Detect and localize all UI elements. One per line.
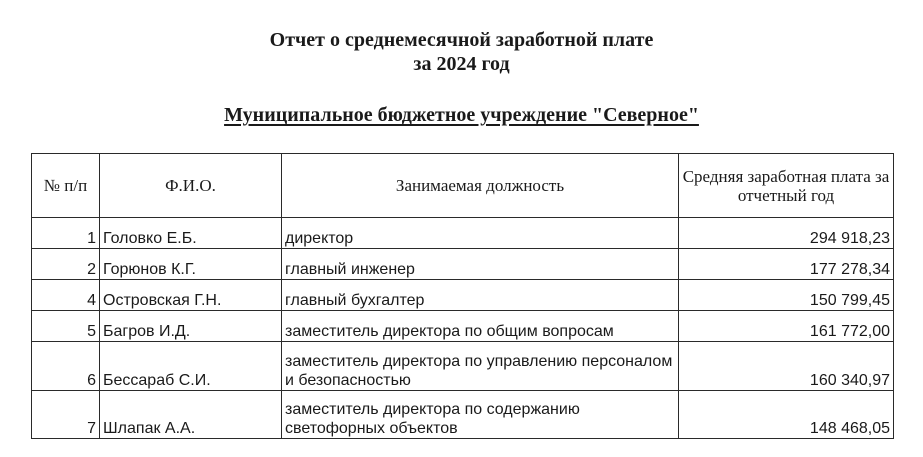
- column-header-name: Ф.И.О.: [100, 154, 282, 218]
- row-number: 1: [32, 218, 100, 249]
- table-row: [32, 280, 894, 311]
- employee-name: Бессараб С.И.: [100, 342, 282, 391]
- table-row: [32, 218, 894, 249]
- column-header-number: № п/п: [32, 154, 100, 218]
- table-row: [32, 249, 894, 280]
- employee-position: заместитель директора по общим вопросам: [282, 311, 679, 342]
- employee-salary: 294 918,23: [679, 218, 894, 249]
- employee-salary: 161 772,00: [679, 311, 894, 342]
- employee-position: директор: [282, 218, 679, 249]
- table-header-row: [32, 154, 894, 218]
- employee-name: Островская Г.Н.: [100, 280, 282, 311]
- table-row: [32, 311, 894, 342]
- employee-name: Горюнов К.Г.: [100, 249, 282, 280]
- organization-name-text: Муниципальное бюджетное учреждение "Северное": [224, 104, 699, 126]
- employee-salary: 150 799,45: [679, 280, 894, 311]
- column-header-salary: Средняя заработная плата за отчетный год: [679, 154, 894, 218]
- employee-salary: 148 468,05: [679, 391, 894, 439]
- salary-table: [31, 153, 894, 439]
- organization-name: [0, 103, 923, 127]
- employee-name: Шлапак А.А.: [100, 391, 282, 439]
- employee-salary: 160 340,97: [679, 342, 894, 391]
- employee-name: Головко Е.Б.: [100, 218, 282, 249]
- table-row: [32, 342, 894, 391]
- row-number: 6: [32, 342, 100, 391]
- table-row: [32, 391, 894, 439]
- row-number: 4: [32, 280, 100, 311]
- employee-position: заместитель директора по управлению персоналом и безопасностью: [282, 342, 679, 391]
- report-year: за 2024 год: [413, 53, 510, 75]
- employee-position: главный бухгалтер: [282, 280, 679, 311]
- column-header-position: Занимаемая должность: [282, 154, 679, 218]
- employee-name: Багров И.Д.: [100, 311, 282, 342]
- employee-position: главный инженер: [282, 249, 679, 280]
- row-number: 2: [32, 249, 100, 280]
- row-number: 5: [32, 311, 100, 342]
- employee-position: заместитель директора по содержанию светофорных объектов: [282, 391, 679, 439]
- employee-salary: 177 278,34: [679, 249, 894, 280]
- report-title: Отчет о среднемесячной заработной плате: [269, 29, 654, 51]
- row-number: 7: [32, 391, 100, 439]
